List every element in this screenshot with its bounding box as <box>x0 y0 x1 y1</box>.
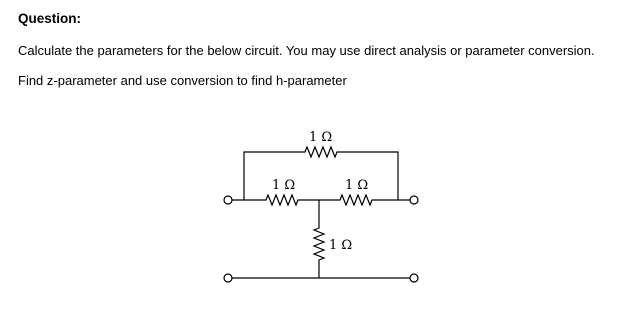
resistor-right-label: 1 Ω <box>345 178 369 193</box>
input-terminal-top <box>224 196 232 204</box>
question-instruction: Calculate the parameters for the below circuit. You may use direct analysis or parameter conversion. <box>18 43 595 58</box>
output-terminal-bottom <box>410 274 418 282</box>
question-task: Find z-parameter and use conversion to find h-parameter <box>18 73 347 88</box>
output-terminal-top <box>410 196 418 204</box>
shunt-wire <box>314 200 324 278</box>
resistor-top-label: 1 Ω <box>309 130 333 145</box>
resistor-shunt-label: 1 Ω <box>329 238 353 253</box>
input-terminal-bottom <box>224 274 232 282</box>
question-heading: Question: <box>18 11 81 26</box>
left-series-wire <box>232 195 319 205</box>
top-branch-wire <box>244 147 398 200</box>
right-series-wire <box>319 195 410 205</box>
resistor-left-label: 1 Ω <box>272 178 296 193</box>
